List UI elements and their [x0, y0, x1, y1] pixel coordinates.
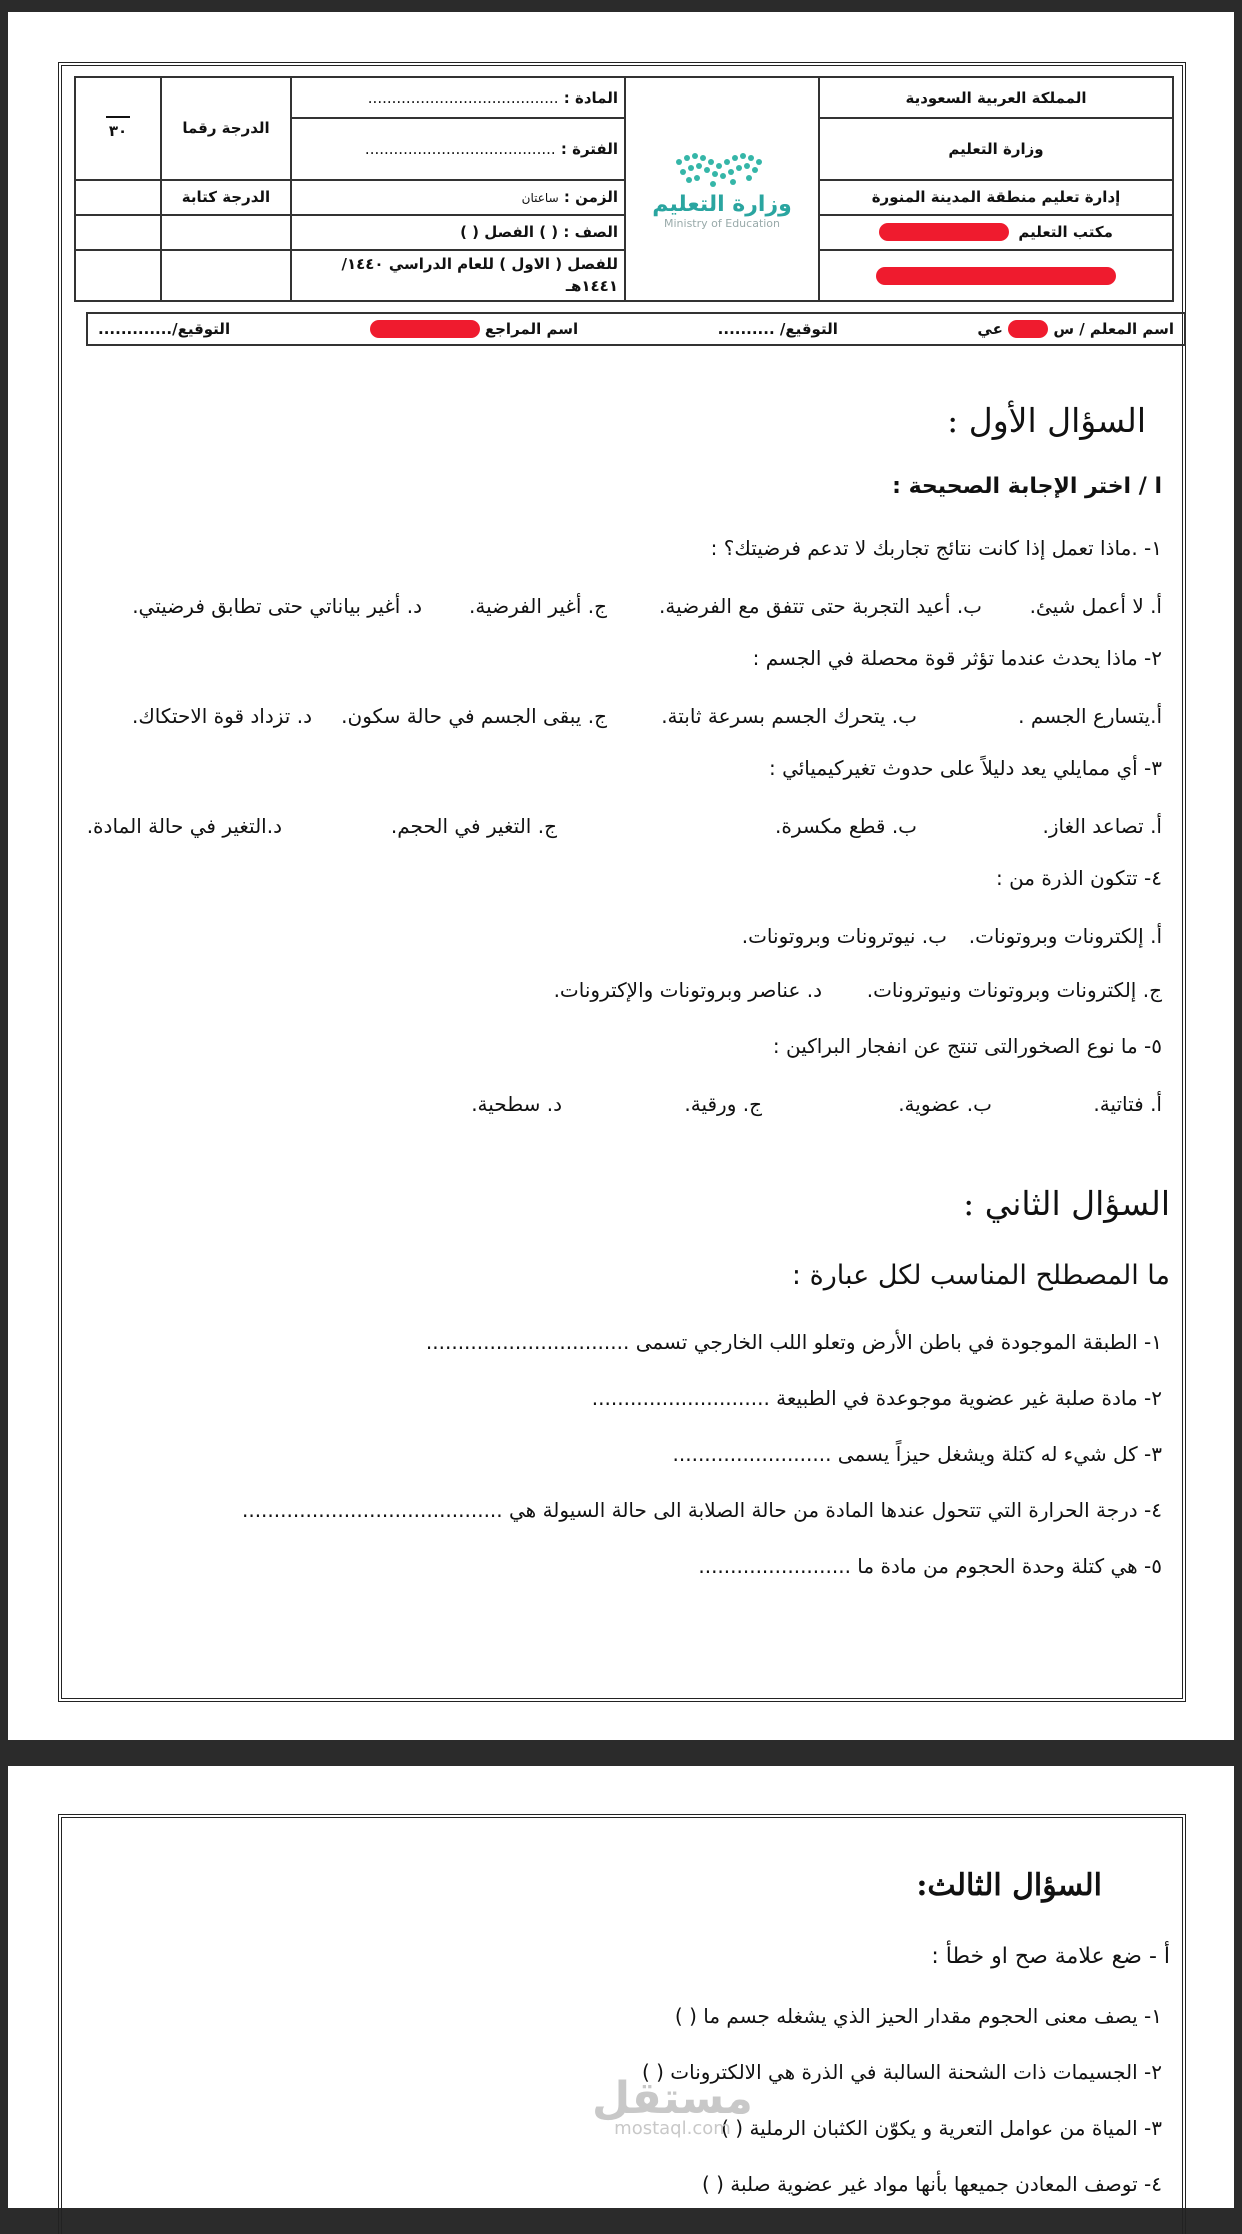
exam-page-2: [8, 1766, 1234, 2208]
q2-subtitle: ما المصطلح المناسب لكل عبارة :: [791, 1260, 1170, 1291]
q2-title: السؤال الثاني :: [963, 1184, 1170, 1223]
option-a: أ. فتاتية.: [1093, 1092, 1162, 1116]
q1-item-1: ١- .ماذا تعمل إذا كانت نتائج تجاربك لا تدعم فرضيتك؟ :: [710, 536, 1162, 560]
q1-subtitle: ا / اختر الإجابة الصحيحة :: [892, 474, 1162, 499]
term-cell: للفصل ( الاول ) للعام الدراسي ١٤٤٠/ ١٤٤١هـ: [291, 250, 625, 301]
q1-item-4-options-row-2: [82, 978, 1162, 1008]
teacher-name: [977, 320, 1174, 339]
teacher-label: اسم المعلم / س: [1053, 319, 1174, 338]
option-b: ب. عضوية.: [898, 1092, 992, 1116]
time-cell: [291, 180, 625, 215]
grade-number-value-cell: [75, 77, 161, 180]
logo-english-text: Ministry of Education: [664, 217, 781, 230]
page-2-border: [58, 1814, 1186, 2234]
option-d: د. عناصر وبروتونات والإكترونات.: [553, 978, 822, 1002]
subject-cell: [291, 77, 625, 118]
option-c: ج. إلكترونات وبروتونات ونيوترونات.: [866, 978, 1162, 1002]
q2-item-3: ٣- كل شيء له كتلة ويشغل حيزاً يسمى .........................: [672, 1442, 1162, 1466]
option-a: أ.يتسارع الجسم .: [1018, 704, 1162, 728]
option-b: ب. نيوترونات وبروتونات.: [741, 924, 947, 948]
ministry-cell: وزارة التعليم: [819, 118, 1173, 180]
teacher-suffix: عي: [977, 319, 1003, 338]
grade-text-label: الدرجة كتابة: [161, 180, 291, 215]
period-dots: ........................................: [364, 139, 556, 158]
option-a: أ. لا أعمل شيئ.: [1029, 594, 1162, 618]
mostaql-watermark: [592, 2073, 753, 2139]
option-c: ج. يبقى الجسم في حالة سكون.: [341, 704, 607, 728]
q3-item-3: ٣- المياة من عوامل التعرية و يكوّن الكثبان الرملية ( ): [721, 2116, 1162, 2140]
option-a: أ. تصاعد الغاز.: [1042, 814, 1162, 838]
q1-item-1-options: [82, 594, 1162, 624]
period-label: الفترة :: [560, 139, 618, 158]
watermark-arabic: مستقل: [592, 2073, 753, 2124]
logo-arabic-text: وزارة التعليم: [652, 192, 792, 217]
page-1-border: [58, 62, 1186, 1702]
grade-number-label: الدرجة رقما: [161, 77, 291, 180]
q2-item-1: ١- الطبقة الموجودة في باطن الأرض وتعلو اللب الخارجي تسمى ................................: [425, 1330, 1162, 1354]
q3-item-1: ١- يصف معنى الحجوم مقدار الحيز الذي يشغله جسم ما ( ): [674, 2004, 1162, 2028]
ministry-logo-icon: [667, 148, 777, 192]
q3-item-2: ٢- الجسيمات ذات الشحنة السالبة في الذرة هي الالكترونات ( ): [641, 2060, 1162, 2084]
time-label: الزمن :: [563, 188, 618, 207]
office-label: مكتب التعليم: [1018, 222, 1113, 241]
q3-subtitle: أ - ضع علامة صح او خطأ :: [931, 1944, 1170, 1969]
q2-item-5: ٥- هي كتلة وحدة الحجوم من مادة ما ........................: [698, 1554, 1162, 1578]
subject-label: المادة :: [563, 88, 618, 107]
school-cell: [819, 250, 1173, 301]
option-d: د. سطحية.: [471, 1092, 562, 1116]
q1-item-2-options: [82, 704, 1162, 734]
redaction-mark: [370, 320, 480, 338]
q1-item-4: ٤- تتكون الذرة من :: [995, 866, 1162, 890]
grade-number-value: ٣٠: [108, 122, 128, 141]
option-b: ب. قطع مكسرة.: [775, 814, 917, 838]
option-c: ج. ورقية.: [684, 1092, 762, 1116]
empty-cell: [75, 250, 161, 301]
exam-header: [74, 76, 1174, 338]
q1-item-3-options: [82, 814, 1162, 844]
redaction-mark: [876, 267, 1116, 285]
header-table: [74, 76, 1174, 302]
watermark-english: mostaql.com: [614, 2118, 731, 2139]
empty-cell: [161, 215, 291, 250]
reviewer-name: [370, 320, 578, 339]
subject-dots: ........................................: [367, 88, 559, 107]
option-a: أ. إلكترونات وبروتونات.: [968, 924, 1162, 948]
option-c: ج. أغير الفرضية.: [469, 594, 607, 618]
redaction-mark: [879, 223, 1009, 241]
option-c: ج. التغير في الحجم.: [390, 814, 557, 838]
signature-row: [86, 312, 1186, 346]
option-b: ب. يتحرك الجسم بسرعة ثابتة.: [661, 704, 917, 728]
option-d: د. تزداد قوة الاحتكاك.: [131, 704, 312, 728]
admin-cell: إدارة تعليم منطقة المدينة المنورة: [819, 180, 1173, 215]
reviewer-label: اسم المراجع: [484, 319, 579, 338]
office-cell: [819, 215, 1173, 250]
option-d: د. أغير بياناتي حتى تطابق فرضيتي.: [132, 594, 422, 618]
fraction-line: [106, 116, 130, 118]
class-cell: الصف : ( ) الفصل ( ): [291, 215, 625, 250]
kingdom-cell: المملكة العربية السعودية: [819, 77, 1173, 118]
q3-item-4: ٤- توصف المعادن جميعها بأنها مواد غير عضوية صلبة ( ): [701, 2172, 1162, 2196]
reviewer-signature: التوقيع/.............: [98, 320, 231, 338]
q1-item-4-options-row-1: [82, 924, 1162, 954]
q1-item-3: ٣- أي ممايلي يعد دليلاً على حدوث تغيركيميائي :: [768, 756, 1162, 780]
q1-item-5: ٥- ما نوع الصخورالتى تنتج عن انفجار البراكين :: [772, 1034, 1162, 1058]
q3-title: السؤال الثالث:: [916, 1868, 1102, 1903]
q2-item-4: ٤- درجة الحرارة التي تتحول عندها المادة من حالة الصلابة الى حالة السيولة هي .........................................: [241, 1498, 1162, 1522]
q1-title: السؤال الأول :: [947, 401, 1146, 440]
period-cell: [291, 118, 625, 180]
q2-item-2: ٢- مادة صلبة غير عضوية موجوعدة في الطبيعة ............................: [591, 1386, 1162, 1410]
option-b: ب. أعيد التجربة حتى تتفق مع الفرضية.: [659, 594, 982, 618]
empty-cell: [75, 215, 161, 250]
empty-cell: [161, 250, 291, 301]
q1-item-5-options: [82, 1092, 1162, 1122]
q1-item-2: ٢- ماذا يحدث عندما تؤثر قوة محصلة في الجسم :: [752, 646, 1162, 670]
logo-cell: [625, 77, 819, 301]
exam-page-1: [8, 12, 1234, 1740]
teacher-signature: التوقيع/ ..........: [717, 320, 838, 338]
grade-text-value: [75, 180, 161, 215]
redaction-mark: [1008, 320, 1048, 338]
time-value: ساعتان: [521, 191, 559, 206]
option-d: د.التغير في حالة المادة.: [86, 814, 282, 838]
